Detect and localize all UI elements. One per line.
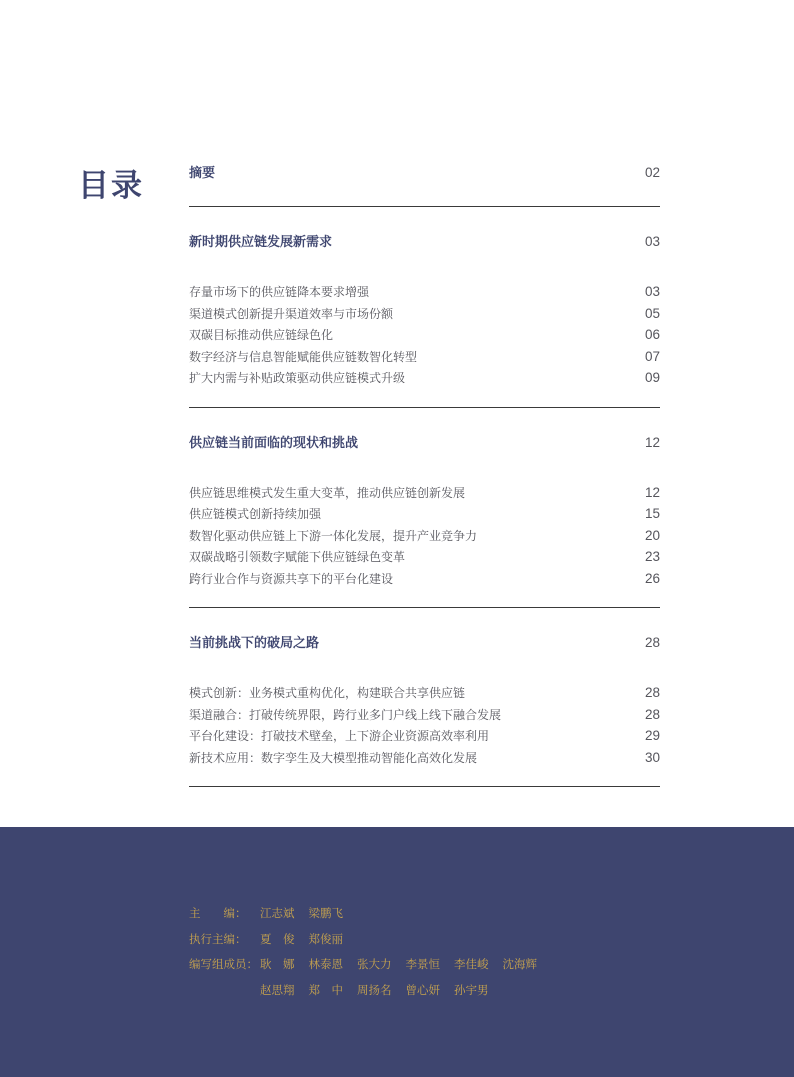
credit-names [260, 901, 357, 927]
credit-name: 李景恒 [405, 957, 440, 971]
credit-name: 江志斌 [260, 906, 295, 920]
toc-section [189, 428, 660, 609]
credit-name: 耿 娜 [260, 957, 295, 971]
entry-title: 双碳战略引领数字赋能下供应链绿色变革 [189, 550, 406, 564]
editorial-credits [189, 901, 551, 1003]
credit-line [189, 927, 551, 953]
table-of-contents [189, 158, 660, 787]
page-number: 28 [644, 706, 660, 722]
toc-title: 目录 [78, 168, 144, 204]
page-number: 12 [644, 484, 660, 500]
page-number: 02 [644, 165, 660, 180]
toc-subsection-list [189, 682, 660, 768]
entry-title: 双碳目标推动供应链绿色化 [189, 328, 334, 342]
toc-entry[interactable] [189, 725, 660, 747]
page-number: 05 [644, 305, 660, 321]
page-number: 06 [644, 327, 660, 342]
entry-title: 数字经济与信息智能赋能供应链数智化转型 [189, 349, 418, 364]
toc-subsection-list [189, 482, 660, 590]
page-number: 28 [644, 635, 660, 650]
toc-section-heading[interactable] [189, 158, 660, 188]
entry-title: 渠道融合：打破传统界限，跨行业多门户线上线下融合发展 [189, 707, 502, 722]
credit-name: 张大力 [357, 957, 392, 971]
entry-title: 新技术应用：数字孪生及大模型推动智能化高效化发展 [189, 750, 478, 765]
entry-title: 供应链模式创新持续加强 [189, 507, 322, 521]
page-number: 15 [644, 506, 660, 521]
toc-section-heading[interactable] [189, 428, 660, 458]
toc-entry[interactable] [189, 682, 660, 704]
credit-name: 林泰恩 [308, 957, 343, 971]
credits-panel [0, 827, 794, 1077]
page-number: 26 [644, 570, 660, 586]
credit-name: 郑俊丽 [308, 931, 343, 946]
entry-title: 模式创新：业务模式重构优化，构建联合共享供应链 [189, 686, 466, 700]
credit-names [260, 978, 503, 1004]
page-number: 29 [644, 728, 660, 743]
credit-role: 主 编： [189, 906, 247, 920]
page-number: 09 [644, 370, 660, 385]
entry-title: 渠道模式创新提升渠道效率与市场份额 [189, 306, 394, 321]
page-number: 23 [644, 549, 660, 564]
credit-name: 郑 中 [308, 982, 343, 997]
page-number: 03 [644, 234, 660, 249]
toc-entry[interactable] [189, 546, 660, 568]
page-number: 03 [644, 284, 660, 299]
credit-name: 周扬名 [357, 982, 392, 997]
toc-section [189, 158, 660, 207]
credit-name: 赵思翔 [260, 982, 295, 997]
credit-names [260, 952, 551, 978]
entry-title: 存量市场下的供应链降本要求增强 [189, 285, 370, 299]
toc-entry[interactable] [189, 704, 660, 726]
entry-title: 跨行业合作与资源共享下的平台化建设 [189, 571, 394, 586]
toc-entry[interactable] [189, 568, 660, 590]
toc-section [189, 227, 660, 408]
credit-line [189, 952, 551, 978]
entry-title: 数智化驱动供应链上下游一体化发展，提升产业竞争力 [189, 528, 478, 543]
section-title: 摘要 [189, 166, 216, 181]
credit-role [189, 978, 260, 1004]
section-title: 当前挑战下的破局之路 [189, 636, 320, 651]
section-title: 供应链当前面临的现状和挑战 [189, 435, 359, 451]
toc-entry[interactable] [189, 281, 660, 303]
toc-section-heading[interactable] [189, 628, 660, 658]
credit-name: 曾心妍 [405, 982, 440, 997]
credit-name: 梁鹏飞 [308, 906, 343, 920]
toc-entry[interactable] [189, 303, 660, 325]
toc-subsection-list [189, 281, 660, 389]
toc-entry[interactable] [189, 747, 660, 769]
toc-entry[interactable] [189, 346, 660, 368]
credit-role: 编写组成员： [189, 957, 258, 971]
credit-name: 夏 俊 [260, 931, 295, 946]
page-number: 28 [644, 685, 660, 700]
toc-section-heading[interactable] [189, 227, 660, 257]
credit-name: 李佳峻 [454, 957, 489, 971]
page-number: 12 [644, 434, 660, 450]
entry-title: 供应链思维模式发生重大变革，推动供应链创新发展 [189, 485, 466, 500]
credit-name: 沈海辉 [502, 957, 537, 971]
section-title: 新时期供应链发展新需求 [189, 235, 333, 250]
entry-title: 平台化建设：打破技术壁垒，上下游企业资源高效率利用 [189, 729, 490, 743]
toc-entry[interactable] [189, 324, 660, 346]
toc-entry[interactable] [189, 367, 660, 389]
toc-section [189, 628, 660, 787]
entry-title: 扩大内需与补贴政策驱动供应链模式升级 [189, 371, 406, 385]
page-number: 30 [644, 749, 660, 765]
toc-entry[interactable] [189, 482, 660, 504]
credit-line [189, 901, 551, 927]
toc-entry[interactable] [189, 503, 660, 525]
credit-line [189, 978, 551, 1004]
credit-role: 执行主编： [189, 931, 247, 946]
credit-names [260, 927, 357, 953]
credit-name: 孙宇男 [454, 982, 489, 997]
toc-entry[interactable] [189, 525, 660, 547]
page-number: 20 [644, 527, 660, 543]
page-number: 07 [644, 348, 660, 364]
